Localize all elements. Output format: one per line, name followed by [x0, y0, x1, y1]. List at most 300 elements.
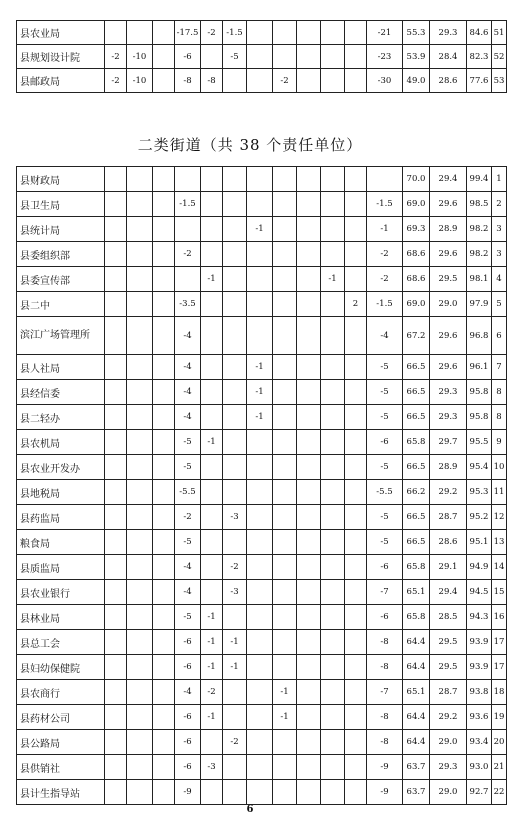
rank-cell: 9 [492, 430, 507, 455]
score-cell: 65.8 [403, 605, 430, 630]
score-cell: -6 [175, 655, 201, 680]
rank-cell: 20 [492, 730, 507, 755]
score-cell: 66.5 [403, 505, 430, 530]
score-cell [345, 355, 367, 380]
table-row [17, 655, 507, 680]
table-row [17, 630, 507, 655]
score-cell [273, 580, 297, 605]
score-cell: 66.5 [403, 355, 430, 380]
score-cell: -4 [367, 317, 403, 355]
rank-cell: 53 [492, 69, 507, 93]
score-cell [153, 705, 175, 730]
score-cell [297, 680, 321, 705]
score-cell [153, 167, 175, 192]
score-cell [345, 680, 367, 705]
score-cell [223, 780, 247, 805]
unit-name-cell: 县农机局 [17, 430, 105, 455]
rank-cell: 14 [492, 555, 507, 580]
score-cell [297, 480, 321, 505]
score-cell [153, 455, 175, 480]
rank-cell: 17 [492, 630, 507, 655]
score-cell [321, 755, 345, 780]
score-cell [105, 480, 127, 505]
score-cell [273, 755, 297, 780]
score-cell [223, 405, 247, 430]
score-cell [105, 555, 127, 580]
score-cell [201, 555, 223, 580]
table-row [17, 555, 507, 580]
rank-cell: 6 [492, 317, 507, 355]
unit-name-cell: 县农业开发办 [17, 455, 105, 480]
score-cell [175, 167, 201, 192]
score-cell [105, 730, 127, 755]
score-cell [127, 167, 153, 192]
score-cell: -5 [175, 455, 201, 480]
score-cell [127, 705, 153, 730]
score-cell [105, 380, 127, 405]
score-cell [153, 780, 175, 805]
score-cell [201, 380, 223, 405]
table-row [17, 21, 507, 45]
score-cell [105, 292, 127, 317]
score-cell [273, 605, 297, 630]
score-cell: -3 [223, 580, 247, 605]
score-cell [273, 242, 297, 267]
score-cell [321, 380, 345, 405]
score-cell: 29.6 [430, 317, 467, 355]
score-cell [321, 455, 345, 480]
score-cell [201, 355, 223, 380]
score-cell [345, 405, 367, 430]
score-cell [273, 192, 297, 217]
score-cell [247, 242, 273, 267]
score-cell: -8 [175, 69, 201, 93]
score-cell [345, 21, 367, 45]
score-cell: 29.3 [430, 21, 467, 45]
score-cell [297, 45, 321, 69]
score-cell [153, 355, 175, 380]
score-cell: 63.7 [403, 780, 430, 805]
unit-name-cell: 县计生指导站 [17, 780, 105, 805]
rank-cell: 3 [492, 242, 507, 267]
score-cell: 28.4 [430, 45, 467, 69]
score-cell [105, 21, 127, 45]
table-row [17, 217, 507, 242]
unit-name-cell: 滨江广场管理所 [17, 317, 105, 355]
score-cell: -4 [175, 580, 201, 605]
unit-name-cell: 县农商行 [17, 680, 105, 705]
score-cell: -5 [175, 430, 201, 455]
score-cell [345, 780, 367, 805]
score-cell [297, 730, 321, 755]
score-cell [201, 317, 223, 355]
score-cell [127, 480, 153, 505]
score-cell: -1 [201, 605, 223, 630]
score-cell: -6 [175, 705, 201, 730]
score-cell: -4 [175, 355, 201, 380]
score-cell [127, 405, 153, 430]
score-cell [297, 605, 321, 630]
score-cell: 94.3 [467, 605, 492, 630]
table-row [17, 292, 507, 317]
score-cell [153, 69, 175, 93]
score-cell: 82.3 [467, 45, 492, 69]
score-cell [127, 655, 153, 680]
score-cell: 2 [345, 292, 367, 317]
unit-name-cell: 县农业银行 [17, 580, 105, 605]
score-cell: -8 [367, 730, 403, 755]
score-cell [153, 380, 175, 405]
score-cell: -2 [175, 505, 201, 530]
score-cell: -5.5 [367, 480, 403, 505]
table-row [17, 705, 507, 730]
table-row [17, 580, 507, 605]
score-cell: -1.5 [367, 292, 403, 317]
score-cell [273, 655, 297, 680]
score-cell [201, 505, 223, 530]
score-cell: 93.6 [467, 705, 492, 730]
score-cell [297, 455, 321, 480]
score-cell [127, 505, 153, 530]
score-cell [153, 655, 175, 680]
score-cell: 64.4 [403, 705, 430, 730]
score-cell: -5 [367, 455, 403, 480]
score-cell [345, 630, 367, 655]
score-cell [247, 317, 273, 355]
score-cell: 95.2 [467, 505, 492, 530]
score-cell [297, 292, 321, 317]
unit-name-cell: 县经信委 [17, 380, 105, 405]
score-cell: -3.5 [175, 292, 201, 317]
score-cell [127, 217, 153, 242]
unit-name-cell: 县总工会 [17, 630, 105, 655]
score-cell: 66.5 [403, 380, 430, 405]
score-cell [127, 292, 153, 317]
score-cell: -1 [247, 380, 273, 405]
score-cell: -8 [201, 69, 223, 93]
score-cell: -5 [367, 530, 403, 555]
score-cell: -1.5 [175, 192, 201, 217]
score-cell [247, 69, 273, 93]
score-cell [273, 630, 297, 655]
score-cell: 28.6 [430, 530, 467, 555]
score-cell [223, 192, 247, 217]
rank-cell: 2 [492, 192, 507, 217]
score-cell: 96.8 [467, 317, 492, 355]
score-cell [345, 69, 367, 93]
table-row [17, 780, 507, 805]
score-cell [297, 242, 321, 267]
score-cell [321, 730, 345, 755]
score-cell: 94.9 [467, 555, 492, 580]
score-cell [127, 355, 153, 380]
unit-name-cell: 县农业局 [17, 21, 105, 45]
score-cell [247, 680, 273, 705]
score-cell [273, 530, 297, 555]
score-cell: -2 [367, 267, 403, 292]
score-cell [153, 605, 175, 630]
score-cell: 49.0 [403, 69, 430, 93]
main-score-table [16, 166, 507, 805]
unit-name-cell: 县二轻办 [17, 405, 105, 430]
score-cell: -2 [175, 242, 201, 267]
score-cell [105, 505, 127, 530]
score-cell: 69.0 [403, 192, 430, 217]
score-cell [247, 21, 273, 45]
score-cell [127, 780, 153, 805]
score-cell: 28.5 [430, 605, 467, 630]
score-cell [153, 580, 175, 605]
score-cell [105, 217, 127, 242]
score-cell: -9 [175, 780, 201, 805]
score-cell [345, 530, 367, 555]
score-cell [175, 267, 201, 292]
score-cell [153, 730, 175, 755]
score-cell: -4 [175, 380, 201, 405]
score-cell: 92.7 [467, 780, 492, 805]
score-cell: 66.5 [403, 405, 430, 430]
score-cell: 95.8 [467, 380, 492, 405]
score-cell [127, 530, 153, 555]
score-cell [273, 455, 297, 480]
score-cell [223, 69, 247, 93]
table-row [17, 69, 507, 93]
score-cell: -23 [367, 45, 403, 69]
score-cell [105, 605, 127, 630]
score-cell [153, 505, 175, 530]
score-cell: 65.8 [403, 430, 430, 455]
score-cell [127, 21, 153, 45]
score-cell [153, 21, 175, 45]
score-cell: 98.2 [467, 217, 492, 242]
rank-cell: 52 [492, 45, 507, 69]
score-cell [105, 680, 127, 705]
score-cell [105, 780, 127, 805]
table-row [17, 355, 507, 380]
score-cell [273, 555, 297, 580]
score-cell: -1.5 [367, 192, 403, 217]
score-cell [223, 530, 247, 555]
score-cell: 63.7 [403, 755, 430, 780]
score-cell [127, 380, 153, 405]
score-cell: -6 [175, 755, 201, 780]
score-cell [345, 580, 367, 605]
score-cell: -5.5 [175, 480, 201, 505]
score-cell [105, 242, 127, 267]
score-cell [223, 380, 247, 405]
unit-name-cell: 县邮政局 [17, 69, 105, 93]
score-cell [105, 192, 127, 217]
score-cell [297, 380, 321, 405]
table-row [17, 167, 507, 192]
score-cell: -5 [367, 355, 403, 380]
score-cell [201, 217, 223, 242]
score-cell [273, 780, 297, 805]
score-cell: 65.8 [403, 555, 430, 580]
score-cell: -1 [201, 655, 223, 680]
score-cell: 29.6 [430, 355, 467, 380]
score-cell: -1 [247, 405, 273, 430]
score-cell [297, 192, 321, 217]
score-cell [153, 242, 175, 267]
unit-name-cell: 县委宣传部 [17, 267, 105, 292]
score-cell [273, 730, 297, 755]
score-cell: 66.5 [403, 455, 430, 480]
score-cell: 98.5 [467, 192, 492, 217]
score-cell [105, 630, 127, 655]
score-cell [153, 680, 175, 705]
score-cell [297, 355, 321, 380]
score-cell [247, 655, 273, 680]
score-cell [321, 242, 345, 267]
score-cell: -1 [201, 430, 223, 455]
score-cell [321, 45, 345, 69]
score-cell: -1 [223, 630, 247, 655]
score-cell [321, 355, 345, 380]
score-cell: -2 [367, 242, 403, 267]
score-cell: 64.4 [403, 730, 430, 755]
table-row [17, 192, 507, 217]
score-cell: 29.2 [430, 480, 467, 505]
score-cell: -7 [367, 680, 403, 705]
score-cell [105, 167, 127, 192]
unit-name-cell: 县林业局 [17, 605, 105, 630]
unit-name-cell: 县委组织部 [17, 242, 105, 267]
score-cell [321, 530, 345, 555]
score-cell: -7 [367, 580, 403, 605]
table-row [17, 380, 507, 405]
score-cell: 69.3 [403, 217, 430, 242]
score-cell [223, 317, 247, 355]
score-cell [247, 192, 273, 217]
score-cell [127, 242, 153, 267]
score-cell [247, 755, 273, 780]
score-cell [273, 292, 297, 317]
score-cell [321, 780, 345, 805]
score-cell: 29.4 [430, 580, 467, 605]
score-cell: -30 [367, 69, 403, 93]
score-cell [223, 480, 247, 505]
score-cell [297, 21, 321, 45]
score-cell [297, 317, 321, 355]
score-cell: 29.0 [430, 780, 467, 805]
score-cell: -5 [367, 380, 403, 405]
score-cell [273, 405, 297, 430]
score-cell [345, 167, 367, 192]
score-cell [105, 267, 127, 292]
score-cell [297, 505, 321, 530]
rank-cell: 10 [492, 455, 507, 480]
score-cell [247, 605, 273, 630]
score-cell: 95.5 [467, 430, 492, 455]
score-cell [297, 705, 321, 730]
score-cell: 64.4 [403, 630, 430, 655]
table-row [17, 755, 507, 780]
score-cell [297, 655, 321, 680]
score-cell [223, 755, 247, 780]
score-cell [127, 192, 153, 217]
score-cell: 28.6 [430, 69, 467, 93]
score-cell: 98.2 [467, 242, 492, 267]
score-cell: -8 [367, 705, 403, 730]
rank-cell: 21 [492, 755, 507, 780]
score-cell [367, 167, 403, 192]
score-cell: -1 [321, 267, 345, 292]
unit-name-cell: 县规划设计院 [17, 45, 105, 69]
score-cell: -2 [105, 45, 127, 69]
score-cell [105, 405, 127, 430]
score-cell [297, 430, 321, 455]
score-cell [153, 192, 175, 217]
score-cell: -4 [175, 405, 201, 430]
score-cell: -1 [201, 705, 223, 730]
score-cell: 29.3 [430, 380, 467, 405]
score-cell: -6 [175, 630, 201, 655]
score-cell [321, 317, 345, 355]
score-cell [127, 730, 153, 755]
score-cell [321, 580, 345, 605]
score-cell: 66.5 [403, 530, 430, 555]
score-cell [321, 430, 345, 455]
rank-cell: 11 [492, 480, 507, 505]
score-cell: -5 [175, 605, 201, 630]
score-cell: -2 [273, 69, 297, 93]
score-cell: 68.6 [403, 242, 430, 267]
score-cell: 28.7 [430, 680, 467, 705]
table-row [17, 317, 507, 355]
score-cell: 96.1 [467, 355, 492, 380]
rank-cell: 16 [492, 605, 507, 630]
score-cell [153, 267, 175, 292]
unit-name-cell: 县人社局 [17, 355, 105, 380]
score-cell: -10 [127, 69, 153, 93]
score-cell [345, 730, 367, 755]
rank-cell: 13 [492, 530, 507, 555]
score-cell: -2 [223, 555, 247, 580]
rank-cell: 51 [492, 21, 507, 45]
score-cell [345, 45, 367, 69]
score-cell: -4 [175, 317, 201, 355]
score-cell: 29.0 [430, 730, 467, 755]
score-cell [223, 292, 247, 317]
score-cell [105, 705, 127, 730]
score-cell: 95.4 [467, 455, 492, 480]
score-cell: -1 [273, 680, 297, 705]
score-cell: -10 [127, 45, 153, 69]
table-row [17, 480, 507, 505]
unit-name-cell: 县妇幼保健院 [17, 655, 105, 680]
score-cell: -6 [367, 555, 403, 580]
score-cell: 84.6 [467, 21, 492, 45]
score-cell: -17.5 [175, 21, 201, 45]
score-cell: 65.1 [403, 580, 430, 605]
score-cell: -1.5 [223, 21, 247, 45]
score-cell: 53.9 [403, 45, 430, 69]
score-cell: -9 [367, 780, 403, 805]
score-cell [223, 217, 247, 242]
score-cell [321, 217, 345, 242]
score-cell [345, 430, 367, 455]
score-cell [297, 630, 321, 655]
unit-name-cell: 县质监局 [17, 555, 105, 580]
score-cell [223, 455, 247, 480]
score-cell: 29.6 [430, 192, 467, 217]
score-cell: 29.4 [430, 167, 467, 192]
rank-cell: 7 [492, 355, 507, 380]
score-cell: -2 [105, 69, 127, 93]
score-cell: -1 [223, 655, 247, 680]
score-cell [153, 630, 175, 655]
